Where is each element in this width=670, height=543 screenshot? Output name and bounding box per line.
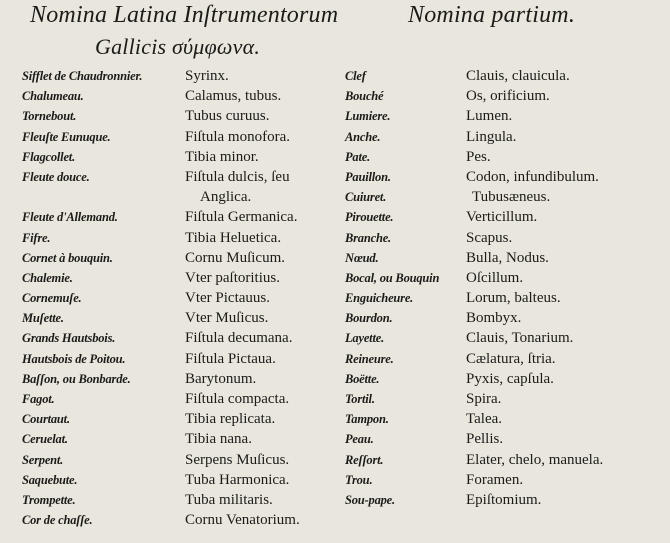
table-row <box>0 470 670 490</box>
latin-instrument-name: Tuba militaris. <box>185 491 273 508</box>
table-row <box>0 308 670 328</box>
french-instrument-name: Ceruelat. <box>22 432 68 447</box>
french-instrument-name: Muſette. <box>22 311 64 326</box>
latin-instrument-name: Vter Muſicus. <box>185 310 269 327</box>
table-row <box>0 127 670 147</box>
french-part-name: Branche. <box>345 230 391 245</box>
latin-instrument-name: Serpens Muſicus. <box>185 451 290 468</box>
latin-instrument-name: Fiſtula Germanica. <box>185 209 298 226</box>
latin-part-name: Bulla, Nodus. <box>466 249 549 266</box>
french-instrument-name: Fifre. <box>22 230 51 245</box>
latin-instrument-name: Calamus, tubus. <box>185 88 282 105</box>
table-row <box>0 450 670 470</box>
french-part-name: Enguicheure. <box>345 291 414 306</box>
french-part-name: Reineure. <box>345 351 394 366</box>
french-instrument-name: Trompette. <box>22 492 76 507</box>
latin-part-name: Cælatura, ſtria. <box>466 350 556 367</box>
french-part-name: Peau. <box>345 432 374 447</box>
french-instrument-name: Saquebute. <box>22 472 78 487</box>
latin-part-name: Pyxis, capſula. <box>466 370 554 387</box>
latin-part-name: Pes. <box>466 148 491 165</box>
latin-instrument-name: Cornu Muſicum. <box>185 249 285 266</box>
french-instrument-name: Serpent. <box>22 452 64 467</box>
heading-gallicis-symphona: Gallicis σύμφωνα. <box>95 34 261 59</box>
table-row <box>0 207 670 227</box>
latin-instrument-name: Fiſtula monofora. <box>185 128 290 145</box>
french-instrument-name: Cornemuſe. <box>22 291 82 306</box>
french-instrument-name: Courtaut. <box>22 412 70 427</box>
french-instrument-name: Flagcollet. <box>22 149 76 164</box>
latin-part-name: Os, orificium. <box>466 88 550 105</box>
table-row <box>0 228 670 248</box>
table-row <box>0 167 670 187</box>
table-row <box>0 66 670 86</box>
french-instrument-name: Fleute douce. <box>22 169 90 184</box>
table-row <box>0 328 670 348</box>
latin-part-name: Pellis. <box>466 431 504 448</box>
latin-part-name: Codon, infundibulum. <box>466 168 599 185</box>
latin-part-name: Lingula. <box>466 128 517 145</box>
french-instrument-name: Fagot. <box>22 392 55 406</box>
latin-part-name: Oſcillum. <box>466 269 524 286</box>
french-instrument-name: Cornet à bouquin. <box>22 250 113 265</box>
table-row <box>0 409 670 429</box>
latin-instrument-name: Syrinx. <box>185 68 229 84</box>
french-part-name: Sou-pape. <box>345 492 395 507</box>
latin-instrument-name: Fiſtula Pictaua. <box>185 350 276 367</box>
french-part-name: Tampon. <box>345 412 389 427</box>
latin-part-name: Foramen. <box>466 471 524 488</box>
table-row <box>0 147 670 167</box>
latin-instrument-name: Barytonum. <box>185 370 257 387</box>
table-row <box>0 248 670 268</box>
latin-instrument-name: Vter paſtoritius. <box>185 269 280 286</box>
french-instrument-name: Sifflet de Chaudronnier. <box>22 69 143 83</box>
french-part-name: Anche. <box>345 129 381 144</box>
french-instrument-name: Fleuſte Eunuque. <box>22 129 111 144</box>
table-row <box>0 268 670 288</box>
french-part-name: Trou. <box>345 472 373 487</box>
latin-instrument-name: Tibia nana. <box>185 431 252 448</box>
latin-instrument-name: Tubus curuus. <box>185 108 270 125</box>
latin-instrument-name: Tuba Harmonica. <box>185 471 290 488</box>
table-row <box>0 288 670 308</box>
table-row <box>0 86 670 106</box>
french-instrument-name: Chalemie. <box>22 270 73 285</box>
latin-part-name: Clauis, Tonarium. <box>466 330 574 347</box>
french-instrument-name: Hautsbois de Poitou. <box>22 351 126 366</box>
latin-instrument-name: Anglica. <box>200 189 252 206</box>
french-instrument-name: Tornebout. <box>22 109 77 124</box>
latin-instrument-name: Vter Pictauus. <box>185 290 270 307</box>
french-part-name: Cuiuret. <box>345 190 387 205</box>
french-part-name: Boëtte. <box>345 371 380 386</box>
latin-part-name: Verticillum. <box>466 209 538 226</box>
french-part-name: Nœud. <box>345 250 379 265</box>
latin-part-name: Lumen. <box>466 108 513 125</box>
latin-part-name: Talea. <box>466 411 503 428</box>
french-part-name: Lumiere. <box>345 109 391 124</box>
table-row <box>0 369 670 389</box>
french-instrument-name: Chalumeau. <box>22 89 84 104</box>
latin-part-name: Scapus. <box>466 229 513 246</box>
latin-part-name: Tubusæneus. <box>472 189 551 206</box>
instrument-table <box>0 66 670 530</box>
french-part-name: Pate. <box>345 149 371 164</box>
french-part-name: Pauillon. <box>345 169 391 184</box>
table-row <box>0 187 670 207</box>
latin-part-name: Bombyx. <box>466 310 522 327</box>
latin-part-name: Clauis, clauicula. <box>466 68 570 84</box>
latin-instrument-name: Tibia minor. <box>185 148 259 165</box>
french-instrument-name: Fleute d'Allemand. <box>22 210 118 225</box>
french-part-name: Tortil. <box>345 392 375 406</box>
table-row <box>0 349 670 369</box>
french-part-name: Reſſort. <box>345 452 384 467</box>
latin-instrument-name: Cornu Venatorium. <box>185 512 300 529</box>
table-row <box>0 389 670 409</box>
latin-instrument-name: Fiſtula compacta. <box>185 391 290 407</box>
table-row <box>0 490 670 510</box>
french-instrument-name: Grands Hautsbois. <box>22 331 116 346</box>
heading-part-names: Nomina partium. <box>408 2 576 28</box>
french-part-name: Bouché <box>345 89 384 104</box>
latin-instrument-name: Fiſtula dulcis, ſeu <box>185 168 290 185</box>
latin-part-name: Elater, chelo, manuela. <box>466 451 604 468</box>
heading-latin-instrument-names: Nomina Latina Inſtrumentorum <box>30 2 339 28</box>
latin-part-name: Lorum, balteus. <box>466 290 561 307</box>
french-instrument-name: Cor de chaſſe. <box>22 513 93 528</box>
table-row <box>0 429 670 449</box>
latin-instrument-name: Tibia replicata. <box>185 411 276 428</box>
table-row <box>0 510 670 530</box>
latin-instrument-name: Tibia Heluetica. <box>185 229 282 246</box>
french-part-name: Layette. <box>345 331 385 346</box>
french-part-name: Pirouette. <box>345 210 394 225</box>
latin-part-name: Epiſtomium. <box>466 491 542 508</box>
french-part-name: Bourdon. <box>345 311 393 326</box>
french-part-name: Bocal, ou Bouquin <box>345 270 440 285</box>
french-part-name: Clef <box>345 69 366 83</box>
table-row <box>0 106 670 126</box>
latin-instrument-name: Fiſtula decumana. <box>185 330 293 347</box>
latin-part-name: Spira. <box>466 391 502 407</box>
french-instrument-name: Baſſon, ou Bonbarde. <box>22 371 131 386</box>
